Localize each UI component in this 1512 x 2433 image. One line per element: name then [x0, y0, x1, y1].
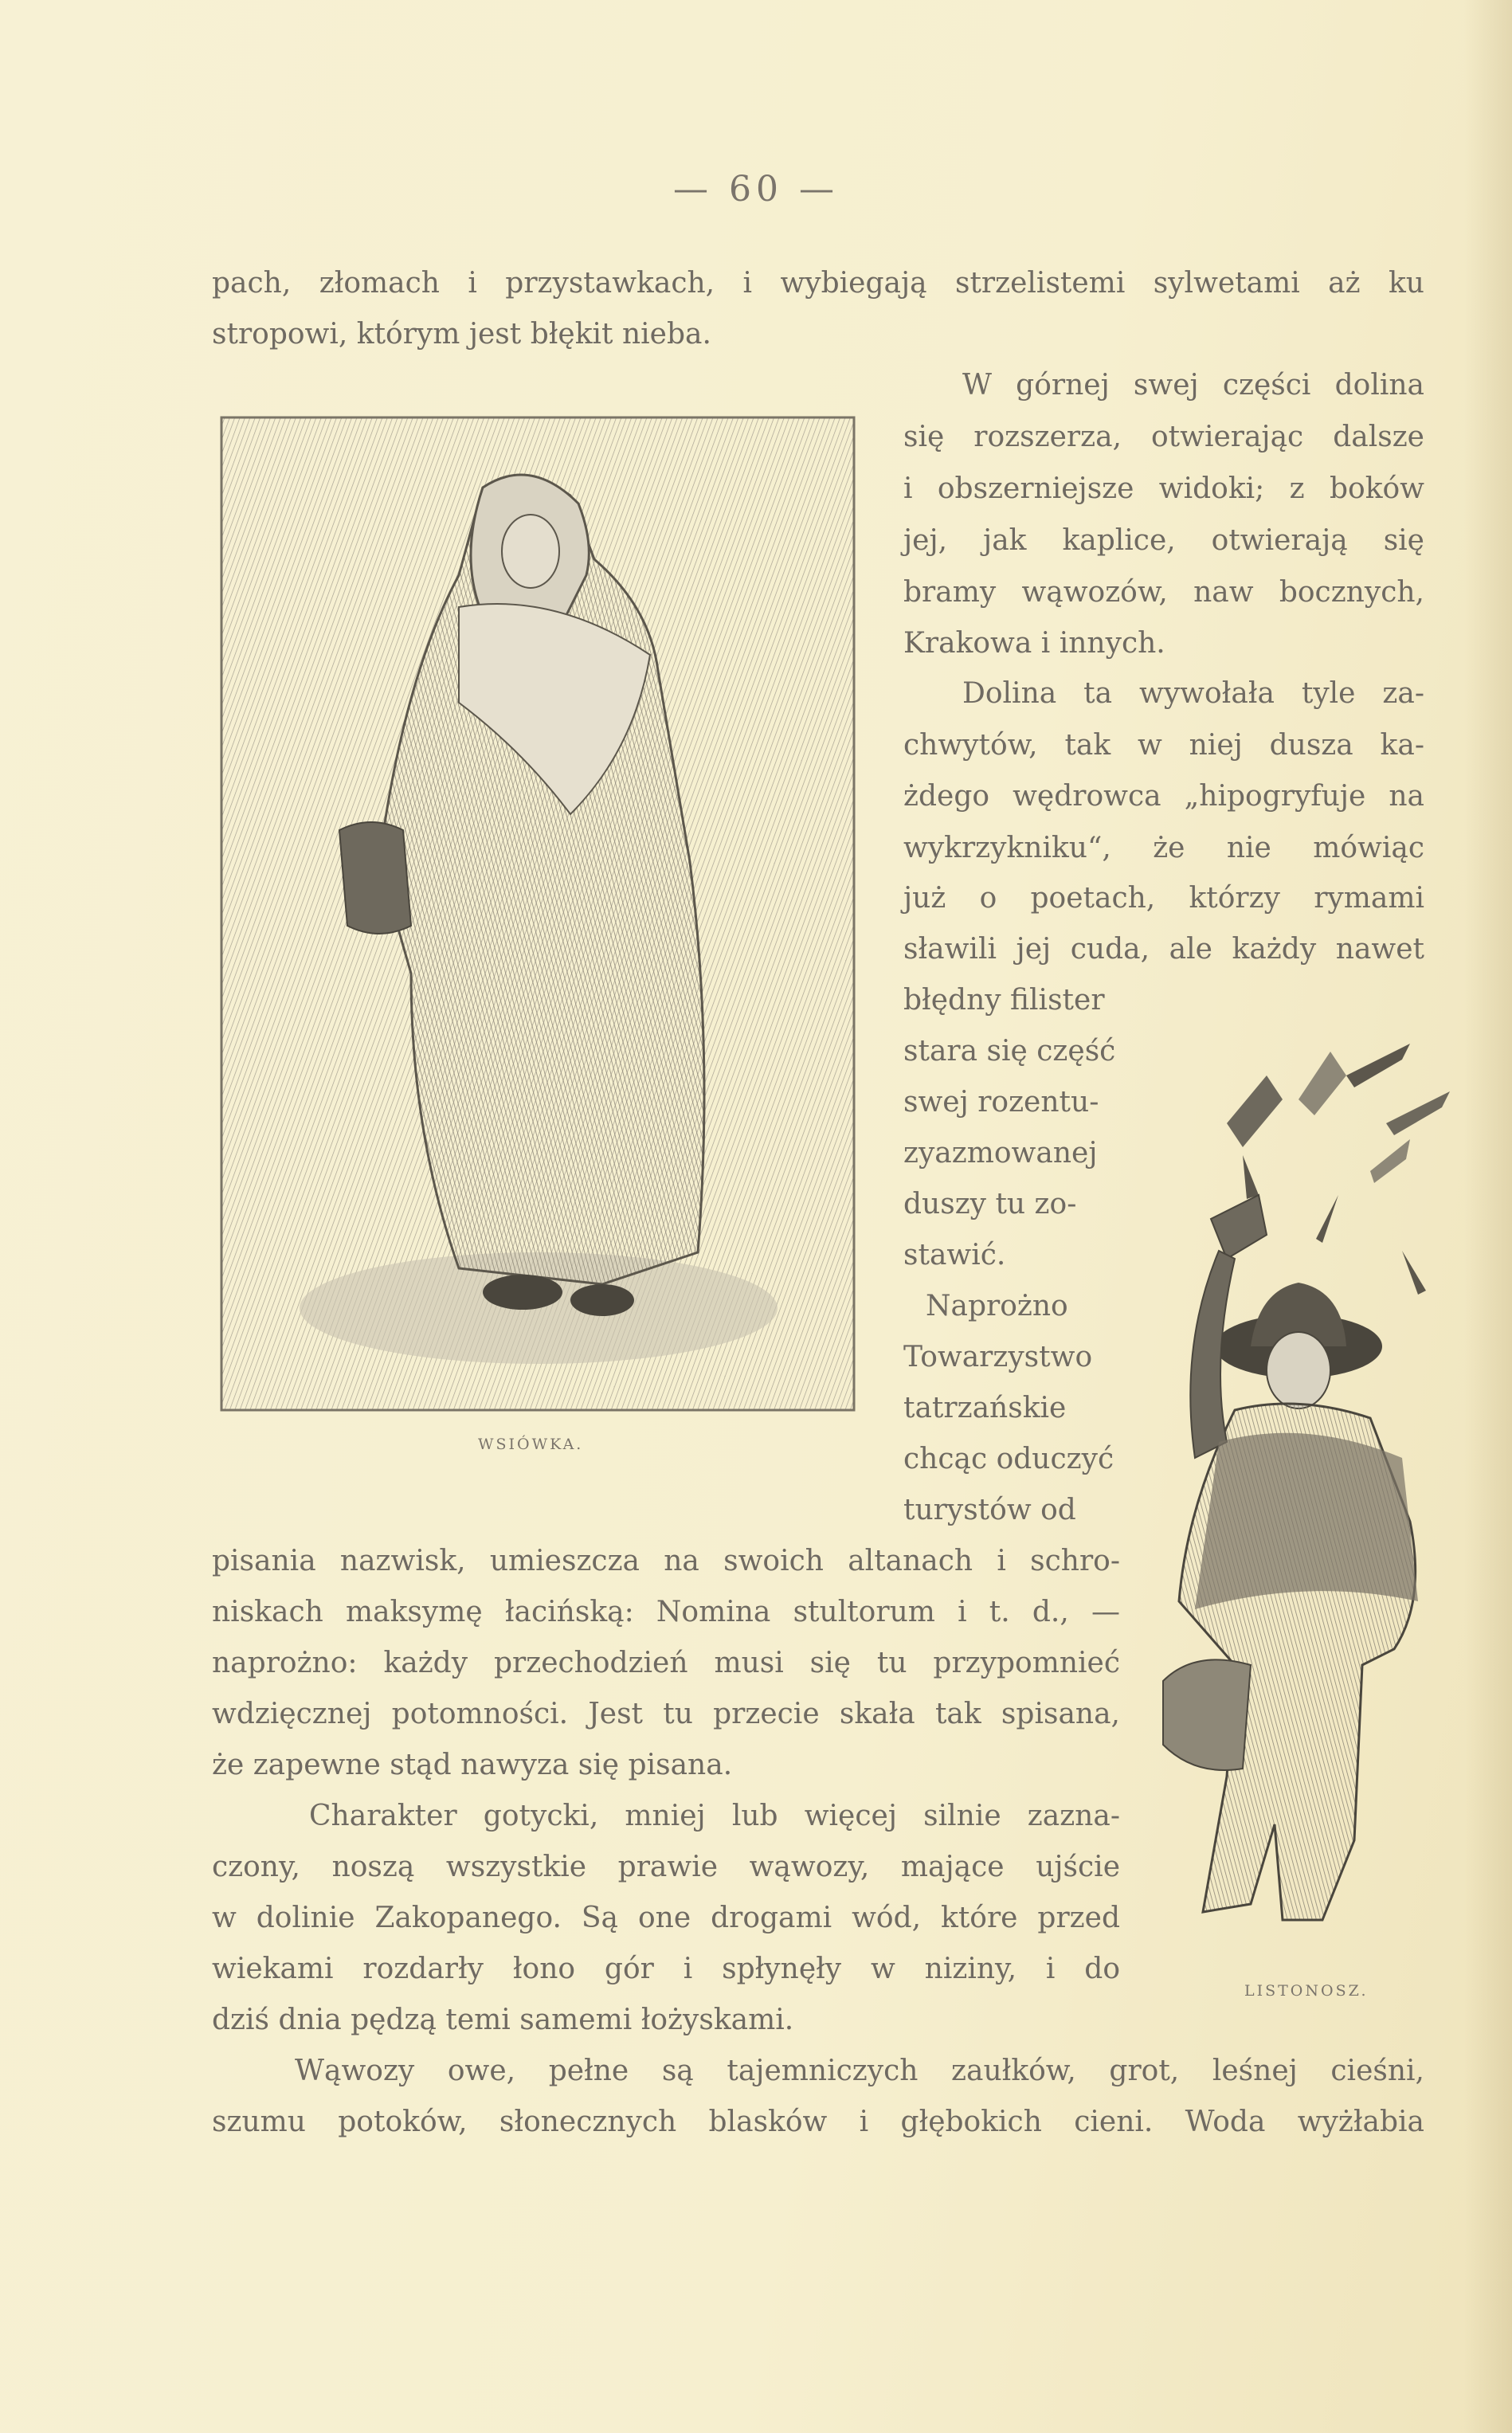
- text-line: turystów od: [903, 1494, 1076, 1526]
- text-line: bramy wąwozów, naw bocznych,: [903, 576, 1424, 609]
- text-line: niskach maksymę łacińską: Nomina stultorum i t. d., —: [212, 1596, 1120, 1628]
- text-line: stara się część: [903, 1035, 1116, 1068]
- text-line: Krakowa i innych.: [903, 627, 1165, 660]
- text-line: Towarzystwo: [903, 1341, 1093, 1373]
- text-line: żdego wędrowca „hipogryfuje na: [903, 780, 1424, 813]
- text-line: chwytów, tak w niej dusza ka-: [903, 729, 1424, 762]
- text-line: że zapewne stąd nawyza się pisana.: [212, 1749, 733, 1781]
- text-line: czony, noszą wszystkie prawie wąwozy, mające ujście: [212, 1851, 1120, 1883]
- text-line: sławili jej cuda, ale każdy nawet: [903, 933, 1424, 966]
- text-line: tatrzańskie: [903, 1392, 1067, 1424]
- text-line: swej rozentu-: [903, 1086, 1099, 1119]
- text-line: Wąwozy owe, pełne są tajemniczych zaułków, grot, leśnej cieśni,: [295, 2055, 1424, 2087]
- text-line: już o poetach, którzy rymami: [903, 882, 1424, 915]
- text-line: jej, jak kaplice, otwierają się: [903, 524, 1424, 557]
- page-number: — 60 —: [673, 169, 839, 210]
- text-line: duszy tu zo-: [903, 1188, 1077, 1220]
- text-line: Naprożno: [926, 1290, 1068, 1322]
- text-line: zyazmowanej: [903, 1137, 1098, 1169]
- text-line: w dolinie Zakopanego. Są one drogami wód, które przed: [212, 1902, 1120, 1934]
- text-line: pach, złomach i przystawkach, i wybiegają strzelistemi sylwetami aż ku: [212, 267, 1424, 300]
- text-line: wiekami rozdarły łono gór i spłynęły w niziny, i do: [212, 1953, 1120, 1985]
- text-line: stropowi, którym jest błękit nieba.: [212, 318, 711, 351]
- illustration-listonosz: [1147, 1028, 1482, 1968]
- text-line: Dolina ta wywołała tyle za-: [962, 677, 1424, 710]
- text-line: dziś dnia pędzą temi samemi łożyskami.: [212, 2004, 794, 2036]
- figure-caption-wsiowka: WSIÓWKA.: [478, 1436, 584, 1453]
- text-line: stawić.: [903, 1239, 1006, 1271]
- figure-caption-listonosz: LISTONOSZ.: [1244, 1982, 1369, 2000]
- text-line: szumu potoków, słonecznych blasków i głębokich cieni. Woda wyżłabia: [212, 2106, 1424, 2138]
- text-line: wdzięcznej potomności. Jest tu przecie skała tak spisana,: [212, 1698, 1120, 1730]
- illustration-wsiowka: [220, 416, 856, 1412]
- text-line: pisania nazwisk, umieszcza na swoich altanach i schro-: [212, 1545, 1120, 1577]
- text-line: się rozszerza, otwierając dalsze: [903, 421, 1424, 453]
- text-line: wykrzykniku“, że nie mówiąc: [903, 832, 1424, 864]
- text-line: naprożno: każdy przechodzień musi się tu przypomnieć: [212, 1647, 1120, 1679]
- text-line: i obszerniejsze widoki; z boków: [903, 472, 1424, 505]
- text-line: Charakter gotycki, mniej lub więcej silnie zazna-: [309, 1800, 1120, 1832]
- text-line: błędny filister: [903, 984, 1105, 1017]
- text-line: W górnej swej części dolina: [962, 369, 1424, 402]
- text-line: chcąc oduczyć: [903, 1443, 1114, 1475]
